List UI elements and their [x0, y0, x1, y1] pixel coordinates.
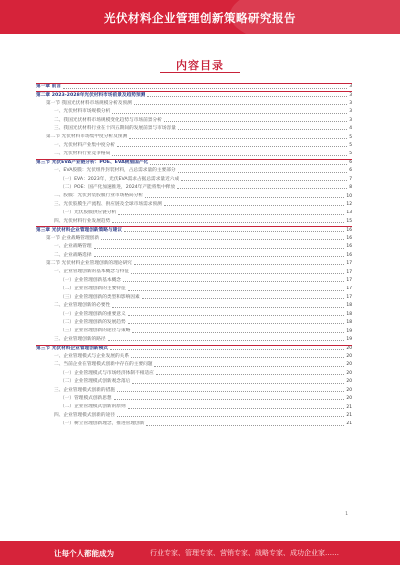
toc-leader-dots	[118, 213, 344, 215]
toc-leader-dots	[181, 179, 347, 181]
toc-entry-page: 7	[349, 176, 352, 182]
page-number: 1	[345, 512, 348, 517]
toc-entry-page: 3	[349, 100, 352, 106]
toc-entry-page: 19	[346, 337, 352, 343]
toc-leader-dots	[128, 407, 345, 409]
toc-entry[interactable]	[36, 108, 352, 116]
toc-entry-label: （二）POE：国产化加速推进，2024年产能将集中释放	[60, 185, 176, 190]
toc-leader-dots	[178, 128, 347, 130]
toc-entry[interactable]	[36, 395, 352, 403]
toc-entry-label: 三、我国光伏材料行业在十四五期间的发展前景与市场容量	[54, 125, 176, 131]
toc-entry[interactable]	[36, 151, 352, 159]
toc-leader-dots	[142, 297, 345, 299]
toc-entry-label: （一）企业管理模式与市场经济体制不相适应	[60, 370, 154, 376]
toc-entry-label: 一、光伏材料市场规模分析	[54, 109, 111, 115]
toc-entry[interactable]	[36, 176, 352, 184]
toc-entry[interactable]	[36, 235, 352, 243]
toc-entry[interactable]	[36, 353, 352, 361]
toc-entry[interactable]	[36, 412, 352, 420]
toc-entry[interactable]	[36, 218, 352, 226]
toc-entry-page: 5	[349, 134, 352, 140]
toc-entry-label: 二、当前企业在管理模式创新中存在的主要问题	[54, 362, 153, 368]
toc-entry-label: 四、企业管理模式创新的途径	[54, 412, 115, 418]
toc-leader-dots	[164, 204, 345, 206]
toc-entry-label: 第一节 企业战略管理创新	[46, 235, 100, 241]
toc-entry-label: 二、企业管理创新的必要性	[54, 303, 111, 309]
toc-entry[interactable]	[36, 159, 352, 167]
toc-leader-dots	[108, 339, 345, 341]
toc-entry-label: （二）企业管理模式创新的原则	[60, 404, 126, 410]
toc-entry-page: 17	[346, 269, 352, 275]
toc-entry-label: （二）企业管理模式创新观念落后	[60, 379, 131, 385]
toc-leader-dots	[128, 322, 345, 324]
toc-leader-dots	[134, 103, 347, 105]
toc-entry-label: 二、胶膜：光伏封装胶膜行业市场格局分析	[54, 193, 144, 199]
toc-leader-dots	[123, 280, 344, 282]
toc-entry[interactable]	[36, 336, 352, 344]
toc-entry[interactable]	[36, 184, 352, 192]
toc-entry-label: 三、企业管理创新的路径	[54, 336, 106, 342]
toc-entry[interactable]	[36, 319, 352, 327]
report-header	[0, 0, 400, 34]
toc-entry-page: 5	[349, 142, 352, 148]
toc-entry[interactable]	[36, 91, 352, 99]
toc-entry-page: 3	[349, 84, 352, 90]
footer-slogan: 让每个人都能成为	[54, 549, 114, 558]
toc-leader-dots	[178, 171, 348, 173]
toc-entry-page: 21	[346, 421, 352, 427]
toc-entry-page: 8	[349, 185, 352, 191]
toc-leader-dots	[117, 390, 344, 392]
toc-leader-dots	[94, 255, 345, 257]
toc-entry-label: 第三节 光伏材料企业管理创新模式	[36, 345, 108, 351]
toc-entry[interactable]	[36, 252, 352, 260]
toc-entry-label: 第二节 光伏材料市场集中度分析及预测	[46, 134, 128, 140]
toc-leader-dots	[112, 112, 347, 114]
report-title: 光伏材料企业管理创新策略研究报告	[104, 11, 296, 25]
toc-entry[interactable]	[36, 100, 352, 108]
toc-leader-dots	[112, 306, 344, 308]
toc-entry-label: （二）企业管理创新的发展趋势	[60, 320, 126, 325]
toc-entry-label: 第二章 2023-2028年光伏材料市场前景及趋势预测	[36, 92, 146, 98]
toc-entry-label: （一）企业管理创新基本概念	[60, 277, 121, 283]
toc-entry-page: 19	[346, 328, 352, 334]
toc-entry-label: 第一章 前言	[36, 84, 62, 90]
toc-entry-label: （一）EVA：2023年，光伏EVA需求占据总需求量近六成	[60, 176, 180, 182]
toc-entry-label: 第三节 光伏EVA产业链分析：POE、EVA树脂国产化	[36, 160, 149, 166]
toc-leader-dots	[101, 238, 344, 240]
toc-leader-dots	[164, 120, 347, 122]
toc-entry-page: 20	[346, 353, 352, 359]
toc-entry-page: 18	[346, 320, 352, 326]
toc-entry-page: 20	[346, 345, 352, 351]
toc-entry[interactable]	[36, 378, 352, 386]
toc-entry-page: 5	[349, 151, 352, 157]
toc-entry-page: 13	[346, 210, 352, 216]
toc-entry-label: 一、企业管理创新的基本概念与特征	[54, 269, 130, 275]
toc-entry-label: （三）企业管理创新的类型和影响因素	[60, 294, 140, 300]
toc-entry-page: 12	[346, 202, 352, 208]
toc-entry-label: 第三章 光伏材料企业管理创新策略与建议	[36, 227, 123, 233]
toc-leader-dots	[110, 348, 344, 350]
toc-entry-page: 16	[346, 244, 352, 250]
toc-entry-page: 20	[346, 379, 352, 385]
toc-entry-page: 20	[346, 387, 352, 393]
toc-leader-dots	[128, 314, 345, 316]
toc-entry-label: 二、光伏材料行业竞争格局	[54, 151, 111, 157]
toc-entry[interactable]	[36, 226, 352, 234]
toc-entry-label: （三）企业管理创新的途径与策略	[60, 328, 131, 334]
toc-entry-page: 21	[346, 404, 352, 410]
toc-entry[interactable]	[36, 125, 352, 133]
toc-entry[interactable]	[36, 421, 352, 429]
toc-leader-dots	[94, 247, 345, 249]
toc-entry[interactable]	[36, 328, 352, 336]
toc-leader-dots	[124, 230, 344, 232]
toc-entry-page: 18	[346, 303, 352, 309]
toc-leader-dots	[128, 289, 345, 291]
toc-leader-dots	[117, 415, 344, 417]
footer-tagline: 行业专家、管理专家、营销专家、战略专家、成功企业家……	[150, 549, 339, 557]
toc-entry[interactable]	[36, 167, 352, 175]
toc-leader-dots	[146, 424, 344, 426]
toc-entry[interactable]	[36, 117, 352, 125]
toc-leader-dots	[147, 95, 347, 97]
toc-entry[interactable]	[36, 404, 352, 412]
toc-entry[interactable]	[36, 361, 352, 369]
toc-leader-dots	[129, 137, 347, 139]
toc-entry-page: 16	[346, 252, 352, 258]
toc-entry[interactable]	[36, 286, 352, 294]
toc-entry-page: 3	[349, 117, 352, 123]
toc-entry-label: （一）管理模式创新思想	[60, 395, 112, 401]
toc-entry-page: 16	[346, 235, 352, 241]
toc-leader-dots	[117, 145, 347, 147]
toc-entry-label: （一）光伏胶膜供应链分析	[60, 210, 117, 216]
toc-entry-label: 一、企业战略管理	[54, 244, 92, 250]
toc-leader-dots	[154, 365, 344, 367]
toc-heading: 内容目录	[176, 59, 224, 72]
toc-entry-label: （二）企业管理创新的主要特征	[60, 286, 126, 292]
toc-leader-dots	[131, 356, 344, 358]
toc-entry-label: 第一节 我国光伏材料市场规模分析及预测	[46, 100, 132, 106]
toc-entry-page: 17	[346, 294, 352, 300]
toc-entry[interactable]	[36, 370, 352, 378]
toc-entry[interactable]	[36, 387, 352, 395]
toc-entry[interactable]	[36, 201, 352, 209]
toc-entry-label: （一）树立管理创新理念，推进管理创新	[60, 421, 145, 427]
toc-entry-label: 三、企业管理模式创新的措施	[54, 387, 115, 393]
toc-entry-label: 二、我国光伏材料市场规模变化趋势与市场前景分析	[54, 117, 162, 123]
toc-leader-dots	[134, 263, 345, 265]
toc-leader-dots	[114, 398, 345, 400]
toc-leader-dots	[132, 382, 344, 384]
toc-entry[interactable]	[36, 294, 352, 302]
toc-entry[interactable]	[36, 210, 352, 218]
toc-leader-dots	[112, 221, 344, 223]
toc-leader-dots	[112, 154, 347, 156]
toc-entry-label: 二、企业战略选择	[54, 252, 92, 258]
toc-leader-dots	[131, 272, 344, 274]
toc-entry-page: 17	[346, 261, 352, 267]
toc-entry[interactable]	[36, 269, 352, 277]
toc-entry[interactable]	[36, 277, 352, 285]
toc-leader-dots	[63, 87, 347, 89]
toc-entry[interactable]	[36, 193, 352, 201]
toc-entry-page: 20	[346, 370, 352, 376]
toc-entry-page: 10	[346, 193, 352, 199]
toc-heading-rule	[160, 72, 240, 73]
toc-entry-label: 一、EVA胶膜：光伏组件封装材料，占总需求量的主要部分	[54, 168, 176, 174]
report-footer	[0, 541, 400, 565]
toc-entry-page: 18	[346, 311, 352, 317]
toc-entry[interactable]	[36, 134, 352, 142]
toc-entry-page: 15	[346, 218, 352, 224]
toc-entry-label: 一、光伏材料产业集中度分析	[54, 142, 115, 148]
toc-entry-label: 一、企业管理模式与企业发展的关系	[54, 353, 130, 359]
toc-entry-page: 17	[346, 277, 352, 283]
toc-leader-dots	[156, 373, 345, 375]
toc-leader-dots	[150, 163, 347, 165]
toc-entry-page: 6	[349, 168, 352, 174]
toc-entry-label: 三、光伏胶膜生产流程、供应链及全球市场需求预测	[54, 201, 162, 207]
toc-entry[interactable]	[36, 345, 352, 353]
toc-leader-dots	[132, 331, 344, 333]
toc-entry[interactable]	[36, 243, 352, 251]
toc-entry[interactable]	[36, 302, 352, 310]
toc-entry-page: 3	[349, 92, 352, 98]
toc-entry-page: 20	[346, 396, 352, 402]
toc-entry-label: 第二节 光伏材料企业管理创新的理论研究	[46, 260, 132, 266]
toc-entry-label: （一）企业管理创新的重要意义	[60, 311, 126, 317]
toc-entry-page: 3	[349, 109, 352, 115]
toc-entry-page: 20	[346, 362, 352, 368]
toc-entry[interactable]	[36, 311, 352, 319]
toc-entry-page: 17	[346, 286, 352, 292]
toc-entry[interactable]	[36, 260, 352, 268]
toc-entry-page: 16	[346, 227, 352, 233]
toc-entry-page: 21	[346, 412, 352, 418]
table-of-contents	[36, 83, 352, 429]
toc-entry[interactable]	[36, 142, 352, 150]
toc-entry-page: 6	[349, 160, 352, 166]
toc-entry-page: 4	[349, 126, 352, 132]
toc-leader-dots	[145, 196, 344, 198]
toc-entry-label: 四、光伏材料行业发展趋势	[54, 218, 111, 224]
toc-entry[interactable]	[36, 83, 352, 91]
toc-leader-dots	[177, 187, 347, 189]
